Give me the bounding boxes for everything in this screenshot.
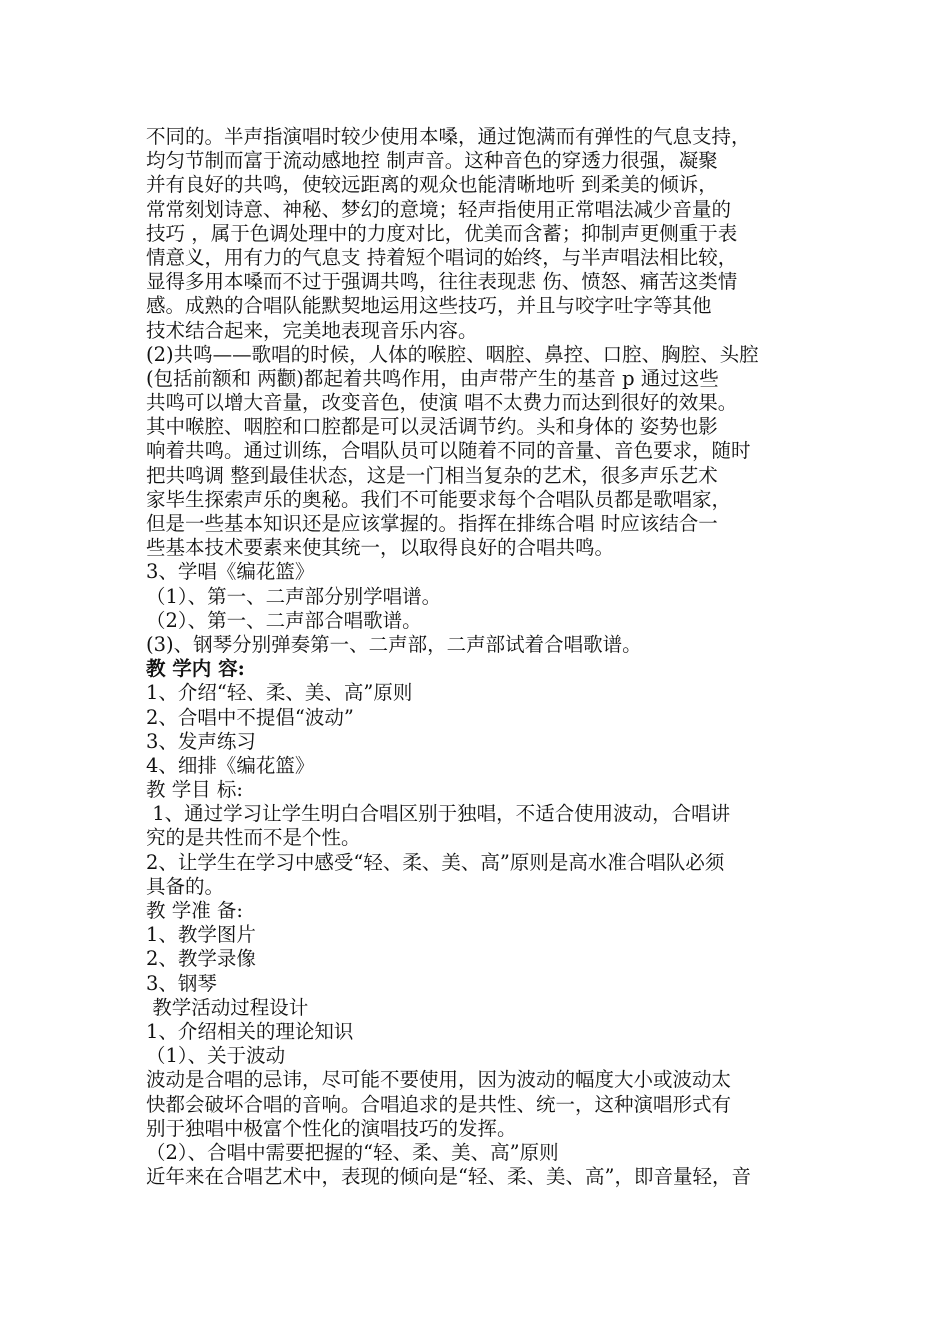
text-line: 常常刻划诗意、神秘、梦幻的意境；轻声指使用正常唱法减少音量的 bbox=[146, 197, 732, 221]
text-line: 2、合唱中不提倡“波动” bbox=[146, 705, 354, 729]
text-line: 2、让学生在学习中感受“轻、柔、美、高”原则是高水准合唱队必须 bbox=[146, 850, 725, 874]
text-line: 其中喉腔、咽腔和口腔都是可以灵活调节约。头和身体的 姿势也影 bbox=[146, 415, 718, 439]
text-line: 显得多用本嗓而不过于强调共鸣，往往表现悲 伤、愤怒、痛苦这类情 bbox=[146, 270, 738, 294]
text-line: （2）、合唱中需要把握的“轻、柔、美、高”原则 bbox=[146, 1140, 559, 1164]
text-line: 近年来在合唱艺术中，表现的倾向是“轻、柔、美、高”，即音量轻，音 bbox=[146, 1165, 751, 1189]
text-line: 快都会破坏合唱的音响。合唱追求的是共性、统一，这种演唱形式有 bbox=[146, 1092, 732, 1116]
text-line: 3、发声练习 bbox=[146, 729, 256, 753]
text-line: 技术结合起来，完美地表现音乐内容。 bbox=[146, 318, 478, 342]
text-line: （1）、关于波动 bbox=[146, 1044, 286, 1068]
text-line: 不同的。半声指演唱时较少使用本嗓，通过饱满而有弹性的气息支持， bbox=[146, 125, 751, 148]
text-line: 3、学唱《编花篮》 bbox=[146, 560, 315, 584]
text-line: 家毕生探索声乐的奥秘。我们不可能要求每个合唱队员都是歌唱家， bbox=[146, 487, 732, 511]
document-body bbox=[146, 125, 816, 1189]
text-line: 但是一些基本知识还是应该掌握的。指挥在排练合唱 时应该结合一 bbox=[146, 512, 718, 535]
text-line: 别于独唱中极富个性化的演唱技巧的发挥。 bbox=[146, 1116, 517, 1140]
text-line: 1、介绍“轻、柔、美、高”原则 bbox=[146, 681, 413, 705]
text-line: (2)共鸣——歌唱的时候，人体的喉腔、咽腔、鼻控、口腔、胸腔、头腔 bbox=[146, 342, 759, 366]
text-line: 技巧 ，属于色调处理中的力度对比，优美而含蓄；抑制声更侧重于表 bbox=[146, 221, 738, 245]
section-heading: 教 学目 标: bbox=[146, 778, 243, 802]
text-line: 均匀节制而富于流动感地控 制声音。这种音色的穿透力很强，凝聚 bbox=[146, 149, 718, 173]
text-line: （1）、第一、二声部分别学唱谱。 bbox=[146, 584, 442, 608]
text-line: 感。成熟的合唱队能默契地运用这些技巧，并且与咬字吐字等其他 bbox=[146, 294, 712, 318]
text-line: (包括前额和 两颧)都起着共鸣作用，由声带产生的基音 p 通过这些 bbox=[146, 366, 719, 390]
text-line: 4、细排《编花篮》 bbox=[146, 753, 315, 777]
text-line: 共鸣可以增大音量，改变音色，使演 唱不太费力而达到很好的效果。 bbox=[146, 391, 738, 415]
section-heading: 教学活动过程设计 bbox=[146, 995, 309, 1019]
text-line: 些基本技术要素来使其统一，以取得良好的合唱共鸣。 bbox=[146, 536, 615, 560]
text-line: 1、介绍相关的理论知识 bbox=[146, 1019, 354, 1043]
text-line: 具备的。 bbox=[146, 874, 225, 898]
text-line: 波动是合唱的忌讳，尽可能不要使用，因为波动的幅度大小或波动太 bbox=[146, 1068, 732, 1092]
section-heading: 教 学内 容: bbox=[146, 657, 245, 681]
text-line: 把共鸣调 整到最佳状态，这是一门相当复杂的艺术，很多声乐艺术 bbox=[146, 463, 718, 487]
text-line: （2）、第一、二声部合唱歌谱。 bbox=[146, 608, 422, 632]
text-line: 1、通过学习让学生明白合唱区别于独唱，不适合使用波动，合唱讲 bbox=[146, 802, 731, 826]
text-line: 1、教学图片 bbox=[146, 923, 256, 947]
text-line: 2、教学录像 bbox=[146, 947, 256, 971]
text-line: 3、钢琴 bbox=[146, 971, 217, 995]
section-heading: 教 学准 备: bbox=[146, 899, 243, 922]
text-line: 情意义，用有力的气息支 持着短个唱词的始终，与半声唱法相比较， bbox=[146, 245, 738, 269]
text-line: 究的是共性而不是个性。 bbox=[146, 826, 361, 850]
text-line: 并有良好的共鸣，使较远距离的观众也能清晰地听 到柔美的倾诉， bbox=[146, 173, 718, 197]
text-line: (3)、钢琴分别弹奏第一、二声部，二声部试着合唱歌谱。 bbox=[146, 632, 642, 656]
text-line: 响着共鸣。通过训练，合唱队员可以随着不同的音量、音色要求，随时 bbox=[146, 439, 751, 463]
